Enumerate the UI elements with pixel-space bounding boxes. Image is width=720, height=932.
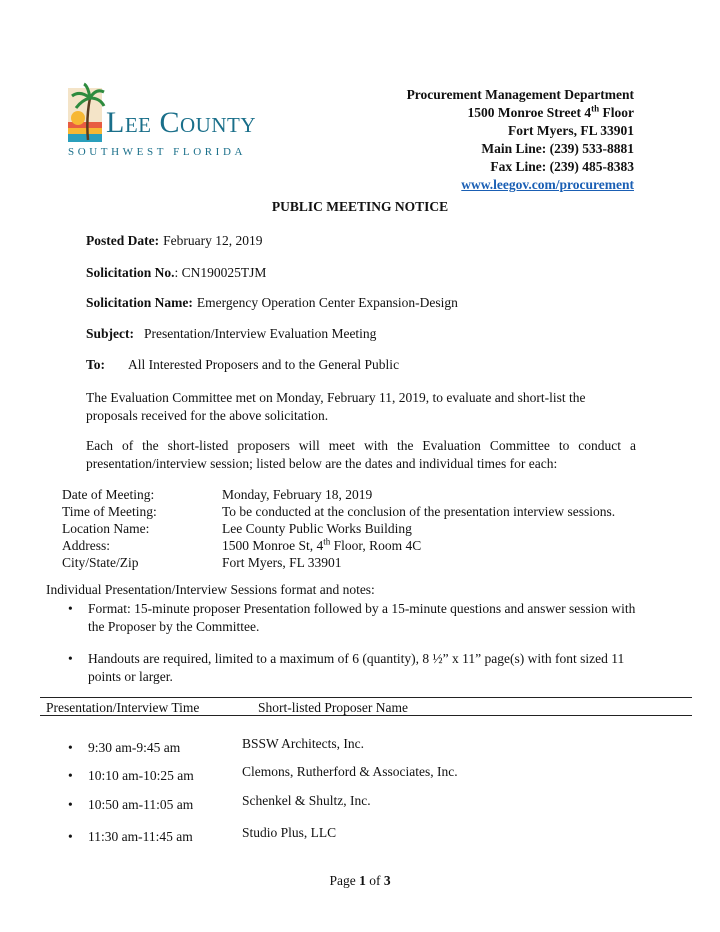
city-state-zip: Fort Myers, FL 33901 (508, 123, 634, 138)
meeting-details (62, 486, 615, 571)
palm-tree-sun-icon (66, 82, 106, 146)
logo-tagline: SOUTHWEST FLORIDA (68, 146, 247, 158)
logo-wordmark: Lee County (106, 106, 256, 139)
meeting-date-label: Date of Meeting: (62, 487, 155, 502)
meeting-address: 1500 Monroe St, 4th Floor, Room 4C (222, 536, 422, 553)
note-item: • Handouts are required, limited to a maximum of 6 (quantity), 8 ½” x 11” page(s) with font sized 11 points or larger. (68, 651, 625, 684)
department-address-block (407, 86, 634, 194)
evaluation-paragraph: The Evaluation Committee met on Monday, February 11, 2019, to evaluate and short-list the proposals received for the above solicitation. (86, 390, 586, 423)
table-row: • 11:30 am-11:45 am Studio Plus, LLC (68, 825, 337, 844)
location-label: Location Name: (62, 521, 150, 536)
note-item: • Format: 15-minute proposer Presentation followed by a 15-minute questions and answer session with the Proposer by the Committee. (68, 601, 636, 634)
solicitation-name: Solicitation Name: Emergency Operation Center Expansion-Design (86, 295, 458, 310)
table-row: • 9:30 am-9:45 am BSSW Architects, Inc. (68, 736, 364, 755)
table-top-rule (40, 697, 692, 698)
city-label: City/State/Zip (62, 555, 139, 570)
short-list-paragraph: Each of the short-listed proposers will meet with the Evaluation Committee to conduct a presentation/interview session; listed below are the dates and individual times for each: (86, 438, 636, 471)
notes-heading: Individual Presentation/Interview Sessions format and notes: (46, 582, 375, 597)
notice-title: PUBLIC MEETING NOTICE (271, 199, 449, 214)
table-header-rule (40, 715, 692, 716)
meeting-time-label: Time of Meeting: (62, 504, 157, 519)
meeting-date: Monday, February 18, 2019 (222, 487, 373, 502)
street-address: 1500 Monroe Street 4th Floor (467, 103, 634, 120)
main-phone: Main Line: (239) 533-8881 (481, 141, 634, 156)
solicitation-number: Solicitation No.: CN190025TJM (86, 265, 267, 280)
meeting-city: Fort Myers, FL 33901 (222, 555, 342, 570)
subject: Subject: Presentation/Interview Evaluation Meeting (86, 326, 377, 341)
meeting-time: To be conducted at the conclusion of the presentation interview sessions. (222, 504, 616, 519)
department-name: Procurement Management Department (406, 87, 634, 102)
page-number: Page 1 of 3 (329, 873, 391, 888)
posted-date: Posted Date: February 12, 2019 (86, 233, 263, 248)
column-header-time: Presentation/Interview Time (46, 700, 200, 715)
address-label: Address: (62, 538, 110, 553)
column-header-proposer: Short-listed Proposer Name (258, 700, 408, 715)
table-row: • 10:50 am-11:05 am Schenkel & Shultz, Inc. (68, 793, 371, 812)
table-row: • 10:10 am-10:25 am Clemons, Rutherford & Associates, Inc. (68, 764, 458, 783)
lee-county-logo (66, 82, 266, 162)
procurement-website-link[interactable]: www.leegov.com/procurement (461, 177, 634, 192)
fax-phone: Fax Line: (239) 485-8383 (490, 159, 634, 174)
location-name: Lee County Public Works Building (222, 521, 412, 536)
recipients: To: All Interested Proposers and to the General Public (86, 357, 400, 372)
